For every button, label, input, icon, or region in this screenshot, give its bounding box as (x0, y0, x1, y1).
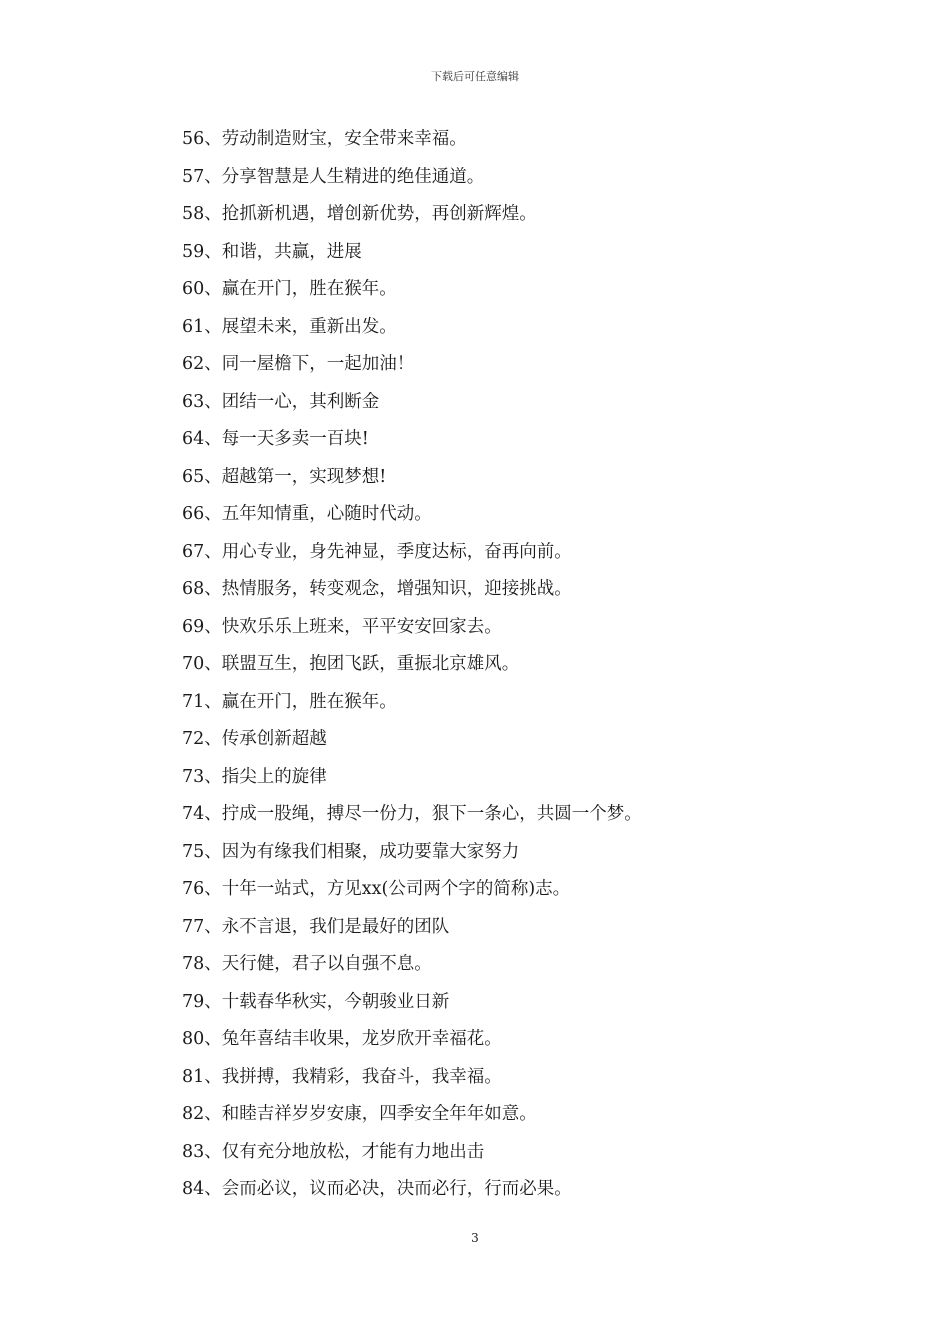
list-item: 67、用心专业，身先神显，季度达标，奋再向前。 (182, 541, 572, 562)
page-number: 3 (471, 1231, 479, 1245)
list-item: 70、联盟互生，抱团飞跃，重振北京雄风。 (182, 654, 520, 674)
list-item: 79、十载春华秋实，今朝骏业日新 (182, 991, 450, 1012)
page-header: 下载后可任意编辑 (431, 70, 519, 83)
list-item: 81、我拼搏，我精彩，我奋斗，我幸福。 (182, 1066, 502, 1087)
list-item: 77、永不言退，我们是最好的团队 (182, 916, 450, 937)
list-item: 74、拧成一股绳，搏尽一份力，狠下一条心，共圆一个梦。 (182, 804, 642, 824)
list-item: 61、展望未来，重新出发。 (182, 316, 397, 337)
list-item: 64、每一天多卖一百块! (182, 429, 369, 449)
list-item: 80、兔年喜结丰收果，龙岁欣开幸福花。 (182, 1029, 502, 1049)
list-item: 73、指尖上的旋律 (182, 766, 327, 787)
list-item: 75、因为有缘我们相聚，成功要靠大家努力 (182, 841, 520, 862)
list-item: 60、赢在开门，胜在猴年。 (182, 279, 397, 299)
list-item: 63、团结一心，其利断金 (182, 391, 380, 412)
list-item: 71、赢在开门，胜在猴年。 (182, 691, 397, 712)
list-item: 76、十年一站式，方见xx(公司两个字的简称)志。 (182, 879, 571, 899)
list-item: 83、仅有充分地放松，才能有力地出击 (182, 1141, 485, 1162)
list-item: 82、和睦吉祥岁岁安康，四季安全年年如意。 (182, 1104, 537, 1124)
list-item: 78、天行健，君子以自强不息。 (182, 954, 432, 974)
list-item: 56、劳动制造财宝，安全带来幸福。 (182, 129, 467, 149)
list-item: 65、超越第一，实现梦想! (182, 466, 387, 487)
list-item: 57、分享智慧是人生精进的绝佳通道。 (182, 166, 485, 187)
list-item: 84、会而必议，议而必决，决而必行，行而必果。 (182, 1179, 572, 1199)
list-item: 59、和谐，共赢，进展 (182, 241, 362, 262)
list-item: 68、热情服务，转变观念，增强知识，迎接挑战。 (182, 579, 572, 599)
slogan-list (182, 121, 642, 1209)
list-item: 58、抢抓新机遇，增创新优势，再创新辉煌。 (182, 204, 537, 224)
list-item: 72、传承创新超越 (182, 729, 327, 749)
list-item: 62、同一屋檐下，一起加油！ (182, 354, 415, 374)
list-item: 69、快欢乐乐上班来，平平安安回家去。 (182, 616, 502, 637)
list-item: 66、五年知情重，心随时代动。 (182, 504, 432, 524)
